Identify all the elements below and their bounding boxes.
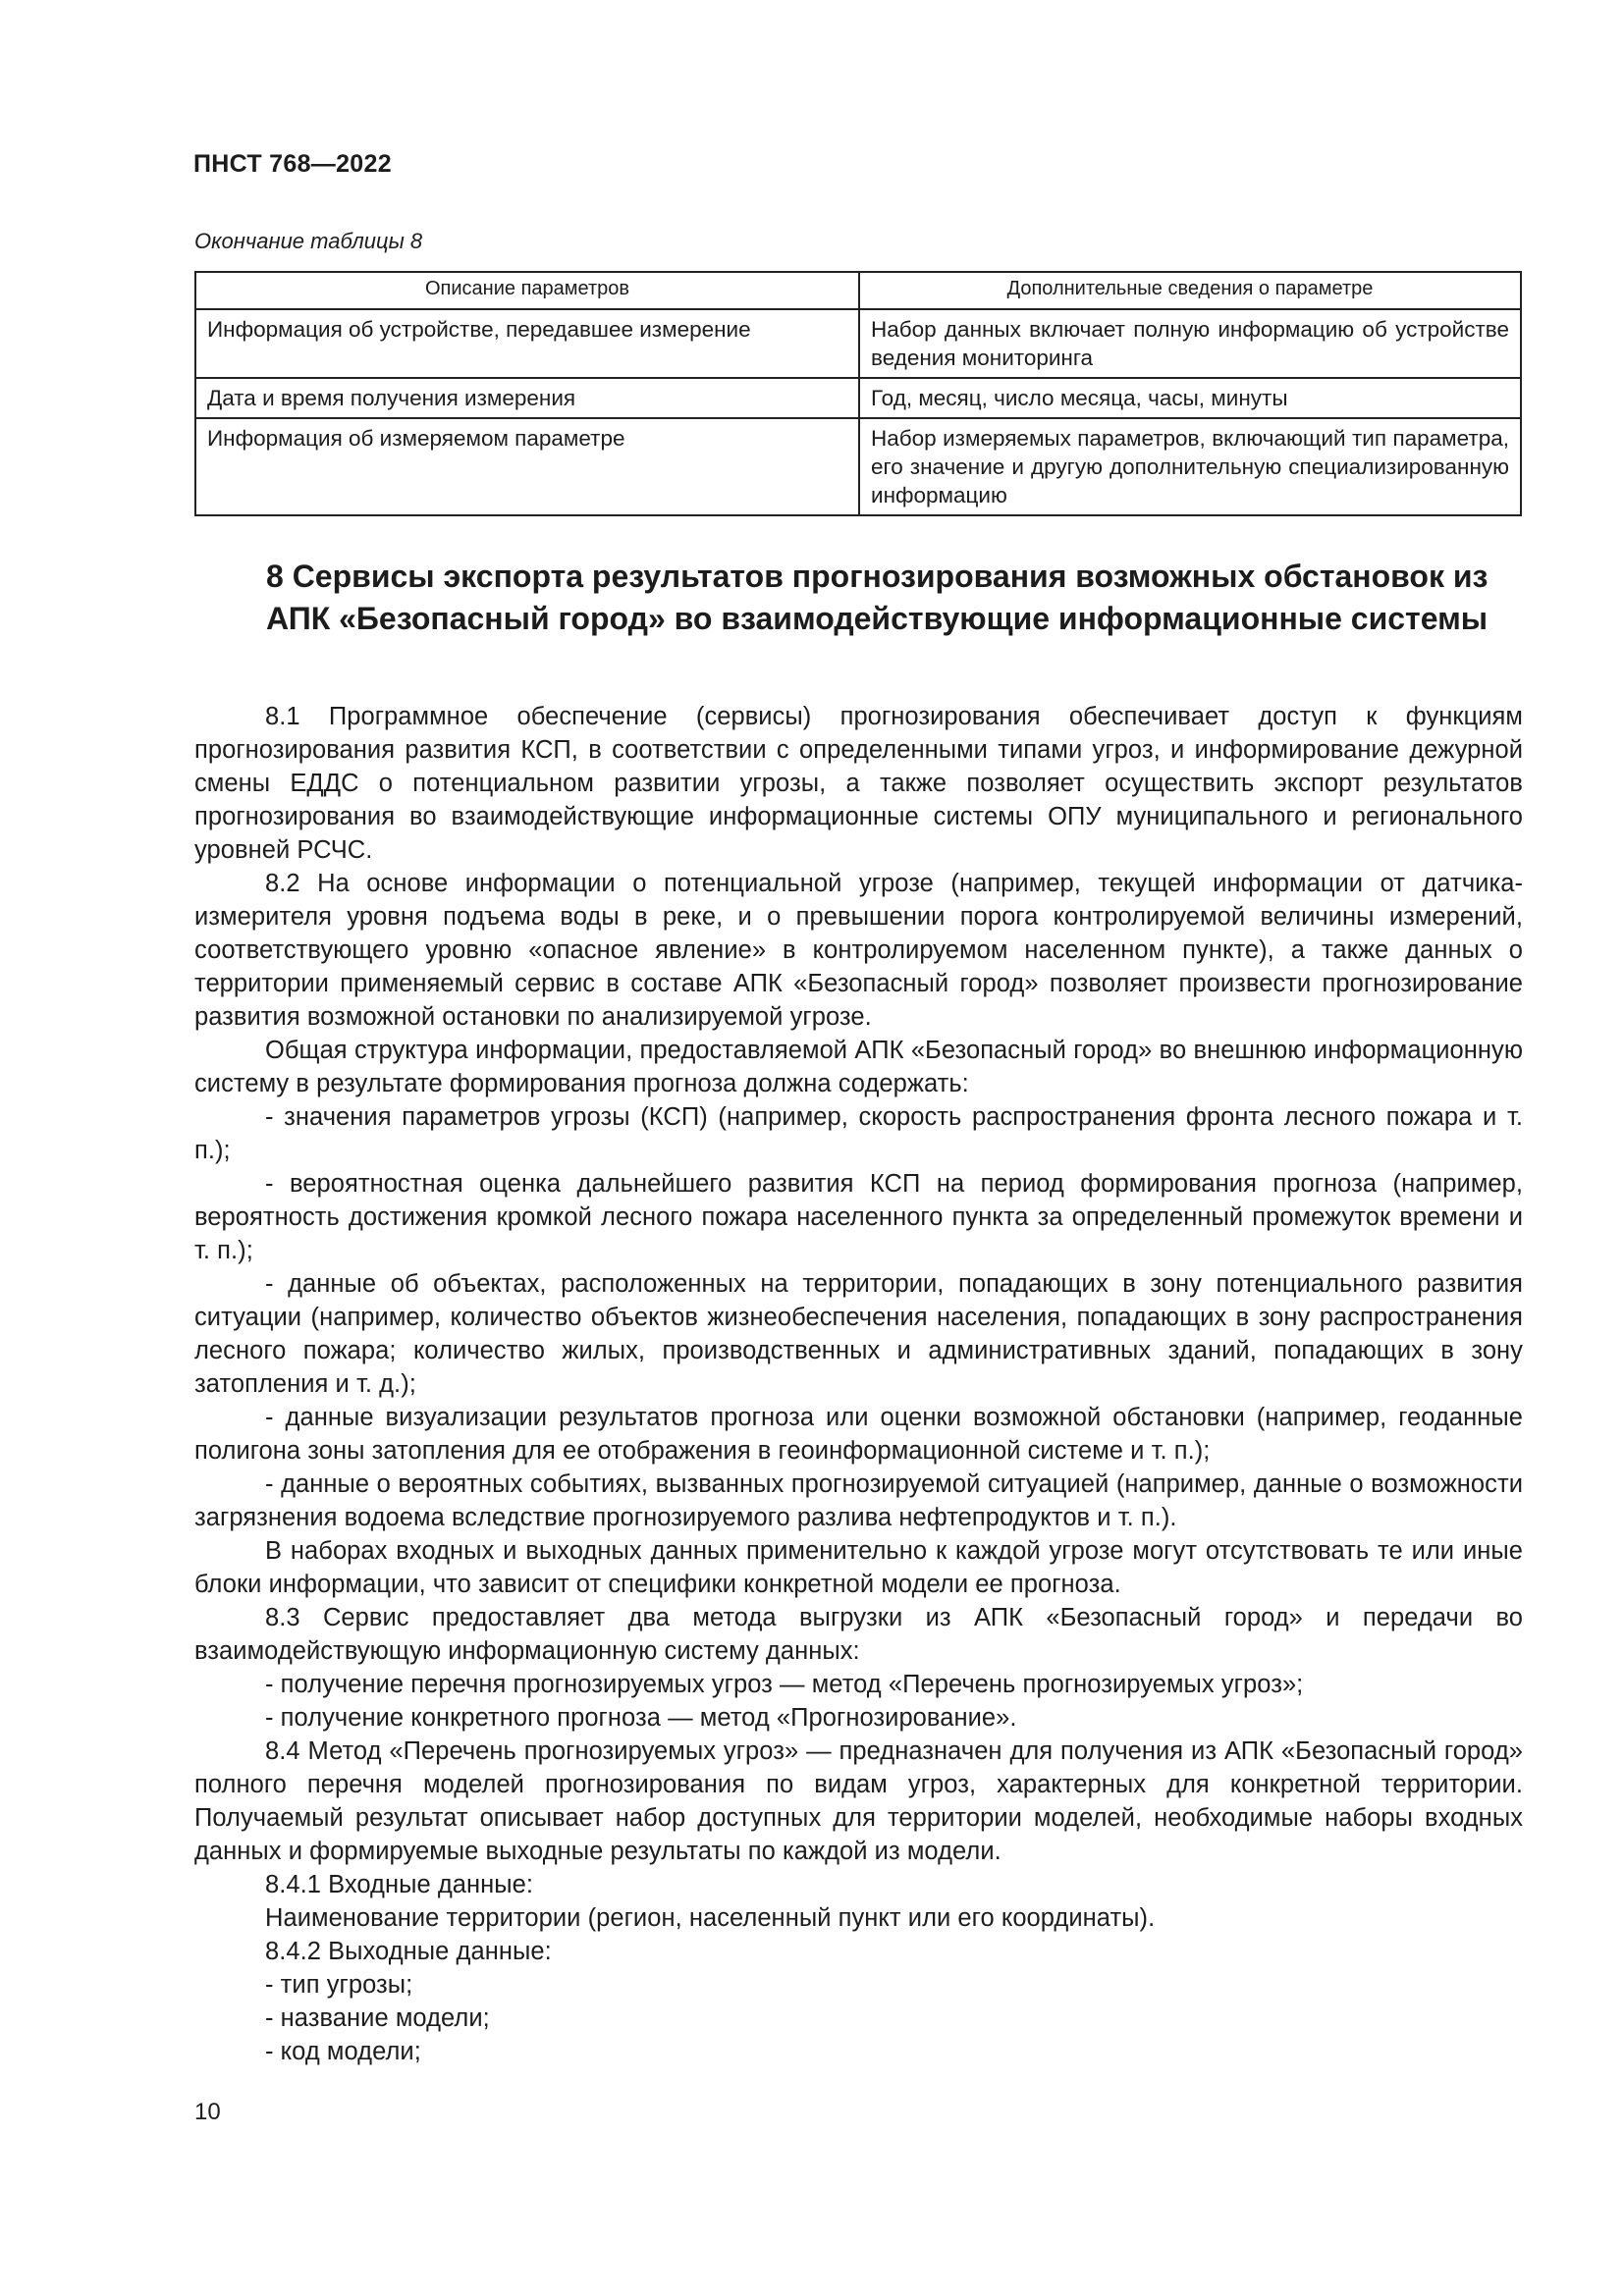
paragraph: 8.1 Программное обеспечение (сервисы) прогнозирования обеспечивает доступ к функциям прогнозирования развития КСП, в соответствии с определенными типами угроз, и информирование дежурной смены ЕДДС о потенциальном развитии угрозы, а также позволяет осуществить экспорт результатов прогнозирования во взаимодействующие информационные системы ОПУ муниципального и регионального уровней РСЧС. bbox=[194, 703, 1523, 864]
paragraph: В наборах входных и выходных данных применительно к каждой угрозе могут отсутствовать те или иные блоки информации, что зависит от специфики конкретной модели ее прогноза. bbox=[194, 1537, 1523, 1598]
table-row bbox=[195, 309, 1521, 378]
page-number: 10 bbox=[194, 2099, 221, 2125]
list-item: - данные об объектах, расположенных на территории, попадающих в зону потенциального развития ситуации (например, количество объектов жизнеобеспечения населения, попадающих в зону распространения лесного пожара; количество жилых, производственных и административных зданий, попадающих в зону затопления и т. д.); bbox=[194, 1270, 1523, 1398]
table-cell: Набор измеряемых параметров, включающий тип параметра, его значение и другую дополнительную специализированную информацию bbox=[859, 418, 1521, 515]
paragraph: 8.2 На основе информации о потенциальной угрозе (например, текущей информации от датчика-измерителя уровня подъема воды в реке, и о превышении порога контролируемой величины измерений, соответствующего уровню «опасное явление» в контролируемом населенном пункте), а также данных о территории применяемый сервис в составе АПК «Безопасный город» позволяет произвести прогнозирование развития возможной остановки по анализируемой угрозе. bbox=[194, 870, 1523, 1031]
document-code: ПНСТ 768—2022 bbox=[193, 150, 392, 178]
paragraph: 8.4 Метод «Перечень прогнозируемых угроз» — предназначен для получения из АПК «Безопасный город» полного перечня моделей прогнозирования по видам угроз, характерных для конкретной территории. Получаемый результат описывает набор доступных для территории моделей, необходимые наборы входных данных и формируемые выходные результаты по каждой из модели. bbox=[194, 1737, 1523, 1865]
list-item: - вероятностная оценка дальнейшего развития КСП на период формирования прогноза (например, вероятность достижения кромкой лесного пожара населенного пункта за определенный промежуток времени и т. п.); bbox=[194, 1170, 1523, 1264]
subheading: 8.4.1 Входные данные: bbox=[265, 1871, 534, 1898]
section-body bbox=[194, 700, 1523, 2068]
list-item: - получение конкретного прогноза — метод «Прогнозирование». bbox=[265, 1704, 1017, 1732]
table-cell: Дата и время получения измерения bbox=[195, 378, 859, 418]
section-title: 8 Сервисы экспорта результатов прогнозирования возможных обстановок из АПК «Безопасный город» во взаимодействующие информационные системы bbox=[266, 559, 1489, 636]
table-row bbox=[195, 378, 1521, 418]
table-row bbox=[195, 418, 1521, 515]
column-header: Дополнительные сведения о параметре bbox=[859, 272, 1521, 309]
list-item: - получение перечня прогнозируемых угроз — метод «Перечень прогнозируемых угроз»; bbox=[265, 1671, 1304, 1698]
column-header: Описание параметров bbox=[195, 272, 859, 309]
list-item: - значения параметров угрозы (КСП) (например, скорость распространения фронта лесного пожара и т. п.); bbox=[194, 1103, 1523, 1164]
table-header-row bbox=[195, 272, 1521, 309]
list-item: - название модели; bbox=[265, 2004, 490, 2032]
list-item: - код модели; bbox=[265, 2038, 421, 2065]
parameters-table bbox=[194, 271, 1522, 516]
table-caption: Окончание таблицы 8 bbox=[194, 229, 423, 253]
subheading: 8.4.2 Выходные данные: bbox=[265, 1938, 552, 1965]
table-cell: Информация об измеряемом параметре bbox=[195, 418, 859, 515]
list-item: - данные визуализации результатов прогноза или оценки возможной обстановки (например, геоданные полигона зоны затопления для ее отображения в геоинформационной системе и т. п.); bbox=[194, 1404, 1523, 1465]
table-cell: Год, месяц, число месяца, часы, минуты bbox=[859, 378, 1521, 418]
table-cell: Информация об устройстве, передавшее измерение bbox=[195, 309, 859, 378]
paragraph: Общая структура информации, предоставляемой АПК «Безопасный город» во внешнюю информационную систему в результате формирования прогноза должна содержать: bbox=[194, 1037, 1523, 1097]
paragraph: 8.3 Сервис предоставляет два метода выгрузки из АПК «Безопасный город» и передачи во взаимодействующую информационную систему данных: bbox=[194, 1604, 1523, 1665]
paragraph: Наименование территории (регион, населенный пункт или его координаты). bbox=[265, 1904, 1156, 1932]
list-item: - данные о вероятных событиях, вызванных прогнозируемой ситуацией (например, данные о возможности загрязнения водоема вследствие прогнозируемого разлива нефтепродуктов и т. п.). bbox=[194, 1470, 1523, 1531]
list-item: - тип угрозы; bbox=[265, 1971, 413, 1999]
table-cell: Набор данных включает полную информацию об устройстве ведения мониторинга bbox=[859, 309, 1521, 378]
